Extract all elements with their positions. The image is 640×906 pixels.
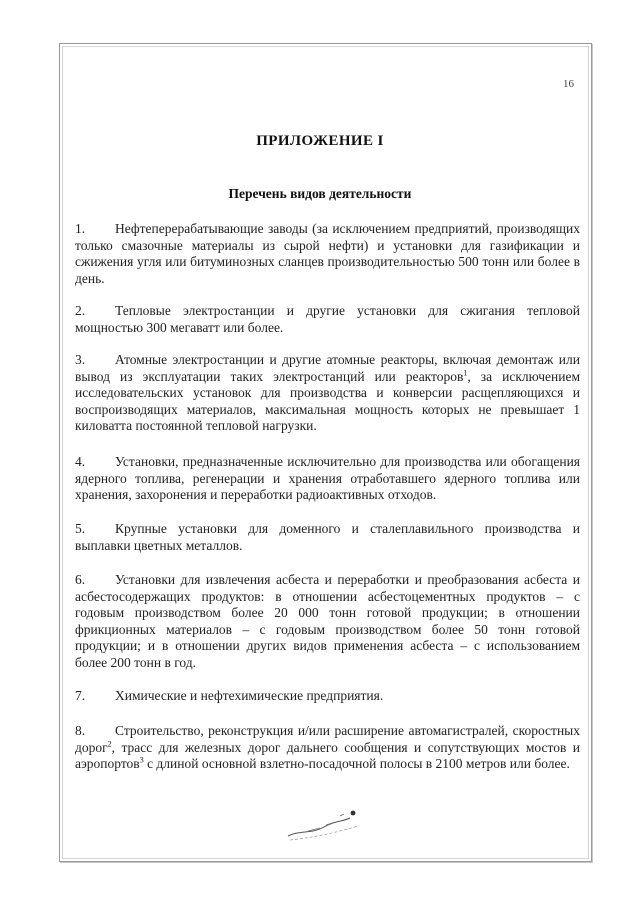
list-item-4: [75, 454, 580, 504]
item-text: Установки, предназначенные исключительно для производства или обогащения ядерного топлива, регенерации и хранения отработавшего ядерного топлива или хранения, захоронения и переработки радиоактивных отходов.: [75, 454, 580, 502]
list-item-1: [75, 221, 580, 287]
item-text-cont: , за исключением исследовательских установок для производства и конверсии расщепляющихся и воспроизводящих материалов, максимальная мощность которых не превышает 1 киловатта постоянной тепловой нагрузки.: [75, 368, 580, 433]
footnote-ref: 1: [463, 368, 468, 377]
list-subtitle: Перечень видов деятельности: [228, 186, 412, 201]
list-item-5: [75, 521, 580, 554]
item-text: Тепловые электростанции и другие установки для сжигания тепловой мощностью 300 мегаватт или более.: [75, 303, 580, 335]
item-text: Химические и нефтехимические предприятия.: [115, 688, 384, 703]
item-number: 4.: [75, 454, 86, 469]
item-number: 3.: [75, 352, 86, 367]
item-text: Установки для извлечения асбеста и переработки и преобразования асбеста и асбестосодержащих продуктов: в отношении асбестоцементных продуктов – с годовым производством более 20 000 тонн готовой продукции; в отношении фрикционных материалов – с годовым производством более 50 тонн готовой продукции; и в отношении других видов применения асбеста – с использованием более 200 тонн в год.: [75, 572, 580, 670]
page-number: 16: [563, 78, 574, 90]
footnote-ref: 2: [107, 739, 112, 748]
item-text: Атомные электростанции и другие атомные реакторы, включая демонтаж или вывод из эксплуатации таких электростанций или реакторов: [75, 352, 580, 384]
item-number: 1.: [75, 221, 86, 236]
list-item-2: [75, 303, 580, 336]
item-number: 2.: [75, 303, 86, 318]
item-text-cont: , трасс для железных дорог дальнего сообщения и сопутствующих мостов и аэропортов: [75, 739, 580, 771]
list-item-3: [75, 352, 580, 435]
footnote-ref: 3: [139, 755, 144, 765]
item-text: Крупные установки для доменного и сталеплавильного производства и выплавки цветных металлов.: [75, 521, 580, 553]
item-number: 6.: [75, 572, 86, 587]
handwritten-signature: [280, 800, 370, 845]
item-text: Строительство, реконструкция и/или расширение автомагистралей, скоростных дорог: [75, 723, 580, 755]
annex-title: ПРИЛОЖЕНИЕ I: [256, 133, 384, 149]
list-item-6: [75, 572, 580, 671]
item-text: Нефтеперерабатывающие заводы (за исключением предприятий, производящих только смазочные материалы из сырой нефти) и установки для газификации и сжижения угля или битуминозных сланцев производительностью 500 тонн или более в день.: [75, 221, 580, 286]
list-item-7: [75, 688, 580, 705]
item-number: 7.: [75, 688, 86, 703]
item-text-cont: с длиной основной взлетно-посадочной полосы в 2100 метров или более.: [143, 756, 570, 771]
item-number: 5.: [75, 521, 86, 536]
list-item-8: [75, 723, 580, 773]
item-number: 8.: [75, 723, 86, 738]
